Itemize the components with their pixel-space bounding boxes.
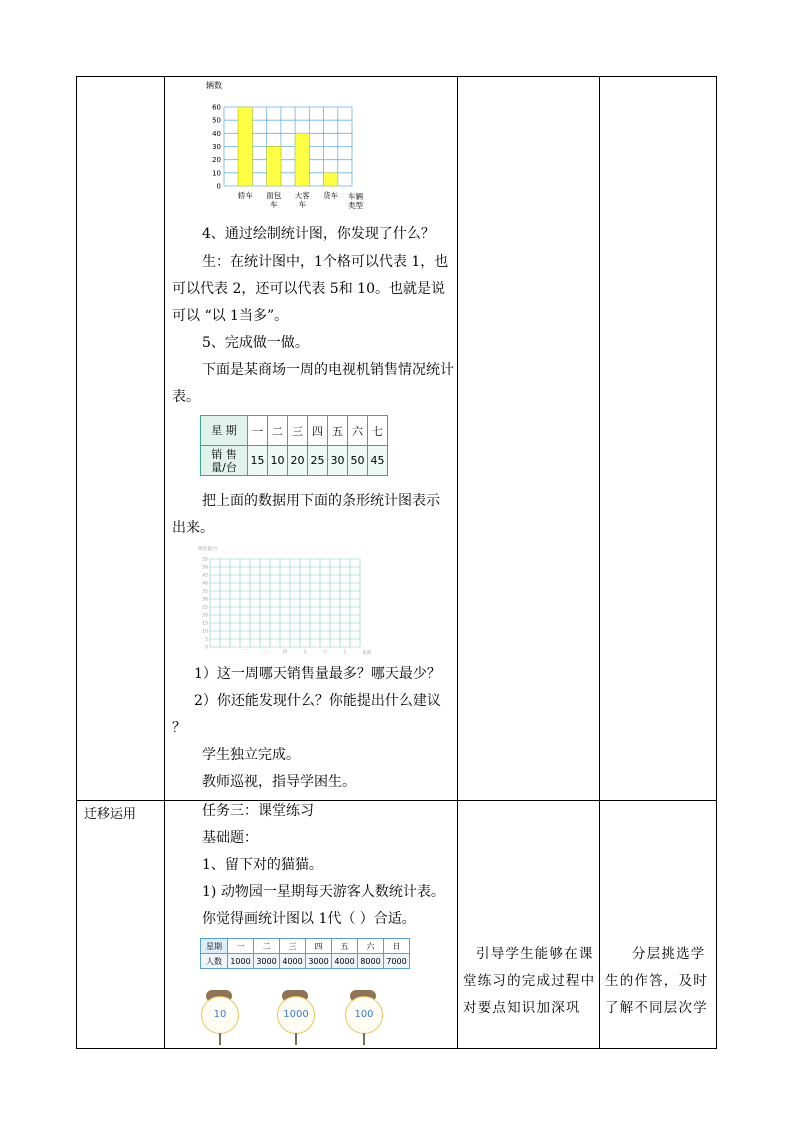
chart-y-ticks	[212, 104, 221, 191]
zoo-value: 7000	[384, 954, 410, 969]
sub-question-2-line-2: ？	[172, 720, 186, 736]
x-tick-label: 四	[282, 650, 288, 655]
y-tick-label: 30	[212, 143, 221, 151]
x-tick-label: 货车	[323, 191, 339, 200]
x-tick-label: 面包	[266, 191, 282, 200]
y-tick-label: 20	[212, 156, 221, 165]
row-divider	[76, 800, 717, 801]
intro-line-1: 下面是某商场一周的电视机销售情况统计	[202, 362, 454, 378]
x-tick-label: 七	[342, 650, 348, 655]
tv-sales-table	[200, 415, 388, 476]
grid-chart-y-ticks	[202, 557, 208, 651]
column-divider-3	[599, 76, 600, 1049]
goal-line-2: 堂练习的完成过程中	[463, 973, 596, 989]
tv-value: 25	[308, 446, 328, 476]
bar-大客车	[295, 133, 309, 186]
assess-line-3: 了解不同层次学	[605, 1000, 708, 1016]
y-tick-label: 30	[202, 597, 208, 603]
question-5: 5、完成做一做。	[202, 335, 309, 351]
sub-question-1: 1）这一周哪天销售量最多？哪天最少？	[194, 666, 441, 682]
tv-day: 六	[348, 416, 368, 446]
task-3-title: 任务三：课堂练习	[202, 803, 314, 819]
tv-value: 45	[368, 446, 388, 476]
goal-line-3: 对要点知识加深巩	[463, 1000, 581, 1016]
grid-chart-grid	[210, 559, 360, 647]
bar-轿车	[238, 107, 252, 186]
zoo-day: 二	[254, 939, 280, 954]
zoo-value: 4000	[332, 954, 358, 969]
y-tick-label: 50	[212, 116, 221, 125]
cat-tail	[363, 1033, 365, 1045]
cat-option-label: 10	[213, 1009, 227, 1020]
answer-line-1: 生：在统计图中，1个格可以代表 1，也	[202, 254, 449, 270]
tv-value: 20	[288, 446, 308, 476]
chart-y-label: 辆数	[206, 81, 222, 90]
tv-value: 15	[248, 446, 268, 476]
zoo-day: 一	[228, 939, 254, 954]
tv-value: 50	[348, 446, 368, 476]
goal-line-1: 引导学生能够在课	[476, 946, 594, 962]
sub-question-2-line-1: 2）你还能发现什么？你能提出什么建议	[194, 693, 441, 709]
tv-day: 五	[328, 416, 348, 446]
x-tick-label: 五	[302, 650, 308, 655]
tv-value: 30	[328, 446, 348, 476]
y-tick-label: 55	[202, 557, 208, 563]
y-tick-label: 40	[212, 129, 221, 138]
column-divider-2	[457, 76, 458, 1049]
y-tick-label: 0	[205, 645, 208, 651]
chart-x-label-line2: 类型	[348, 201, 363, 210]
zoo-visitor-table	[200, 938, 410, 969]
y-tick-label: 60	[212, 103, 221, 112]
x-tick-label: 大客	[294, 191, 310, 200]
tv-day: 七	[368, 416, 388, 446]
grid-chart-x-labels	[223, 648, 348, 655]
grid-chart-x-label: 星期	[362, 651, 371, 655]
assess-line-1: 分层挑选学	[632, 946, 706, 962]
section-label-transfer: 迁移运用	[84, 807, 137, 822]
x-tick-label: 一	[222, 650, 228, 655]
y-tick-label: 25	[202, 605, 208, 611]
y-tick-label: 5	[205, 637, 208, 643]
answer-line-2: 可以代表 2，还可以代表 5和 10。也就是说	[172, 281, 445, 297]
x-tick-label: 二	[242, 650, 248, 655]
x-tick-label: 三	[262, 650, 268, 655]
y-tick-label: 0	[216, 182, 221, 191]
cat-tail	[219, 1033, 221, 1045]
draw-line-1: 把上面的数据用下面的条形统计图表示	[202, 493, 440, 509]
x-tick-label-line2: 车	[270, 200, 278, 209]
intro-line-2: 表。	[172, 389, 200, 405]
chart-x-labels	[238, 190, 339, 209]
y-tick-label: 20	[202, 613, 208, 619]
zoo-day: 四	[306, 939, 332, 954]
y-tick-label: 15	[202, 621, 208, 627]
zoo-day: 六	[358, 939, 384, 954]
zoo-table-header: 星期	[201, 939, 228, 954]
y-tick-label: 10	[212, 169, 221, 178]
tv-day: 四	[308, 416, 328, 446]
y-tick-label: 40	[202, 581, 208, 587]
cat-tail	[295, 1033, 297, 1045]
cat-option-100[interactable]	[345, 996, 383, 1034]
answer-line-3: 可以 “以 1当多”。	[172, 308, 289, 324]
zoo-value: 8000	[358, 954, 384, 969]
y-tick-label: 10	[202, 629, 208, 635]
cat-option-label: 100	[354, 1009, 374, 1020]
draw-line-2: 出来。	[172, 520, 214, 536]
cat-option-1000[interactable]	[277, 996, 315, 1034]
zoo-question: 1) 动物园一星期每天游客人数统计表。	[202, 884, 445, 900]
tv-table-row-label: 销 售量/台	[201, 446, 248, 476]
zoo-value: 3000	[254, 954, 280, 969]
bar-面包车	[267, 147, 281, 187]
zoo-day: 日	[384, 939, 410, 954]
tv-value: 10	[268, 446, 288, 476]
y-tick-label: 50	[202, 565, 208, 571]
blank-grid-chart	[196, 543, 376, 655]
cat-option-10[interactable]	[201, 996, 239, 1034]
zoo-day: 三	[280, 939, 306, 954]
independent-work: 学生独立完成。	[202, 747, 300, 763]
zoo-value: 3000	[306, 954, 332, 969]
cat-option-label: 1000	[283, 1009, 309, 1020]
tv-table-header: 星 期	[201, 416, 248, 446]
y-tick-label: 35	[202, 589, 208, 595]
tv-day: 二	[268, 416, 288, 446]
zoo-value: 4000	[280, 954, 306, 969]
x-tick-label: 轿车	[237, 191, 253, 200]
assess-line-2: 生的作答，及时	[605, 973, 708, 989]
teacher-guidance: 教师巡视，指导学困生。	[202, 774, 356, 790]
question-4: 4、通过绘制统计图，你发现了什么？	[202, 226, 435, 242]
choose-scale-question: 你觉得画统计图以 1代（ ）合适。	[202, 911, 416, 927]
tv-day: 一	[248, 416, 268, 446]
chart-x-label-line1: 车辆	[348, 192, 363, 201]
zoo-table-row-label: 人数	[201, 954, 228, 969]
tv-day: 三	[288, 416, 308, 446]
lesson-table	[76, 76, 717, 1049]
basic-questions: 基础题：	[202, 830, 258, 846]
y-tick-label: 45	[202, 573, 208, 579]
zoo-day: 五	[332, 939, 358, 954]
x-tick-label-line2: 车	[298, 200, 306, 209]
vehicle-bar-chart	[196, 78, 376, 218]
zoo-value: 1000	[228, 954, 254, 969]
x-tick-label: 六	[322, 650, 328, 655]
cat-question: 1、留下对的猫猫。	[202, 857, 323, 873]
grid-chart-y-label: 销售量/台	[198, 547, 218, 552]
column-divider-1	[164, 76, 165, 1049]
bar-货车	[324, 173, 338, 186]
